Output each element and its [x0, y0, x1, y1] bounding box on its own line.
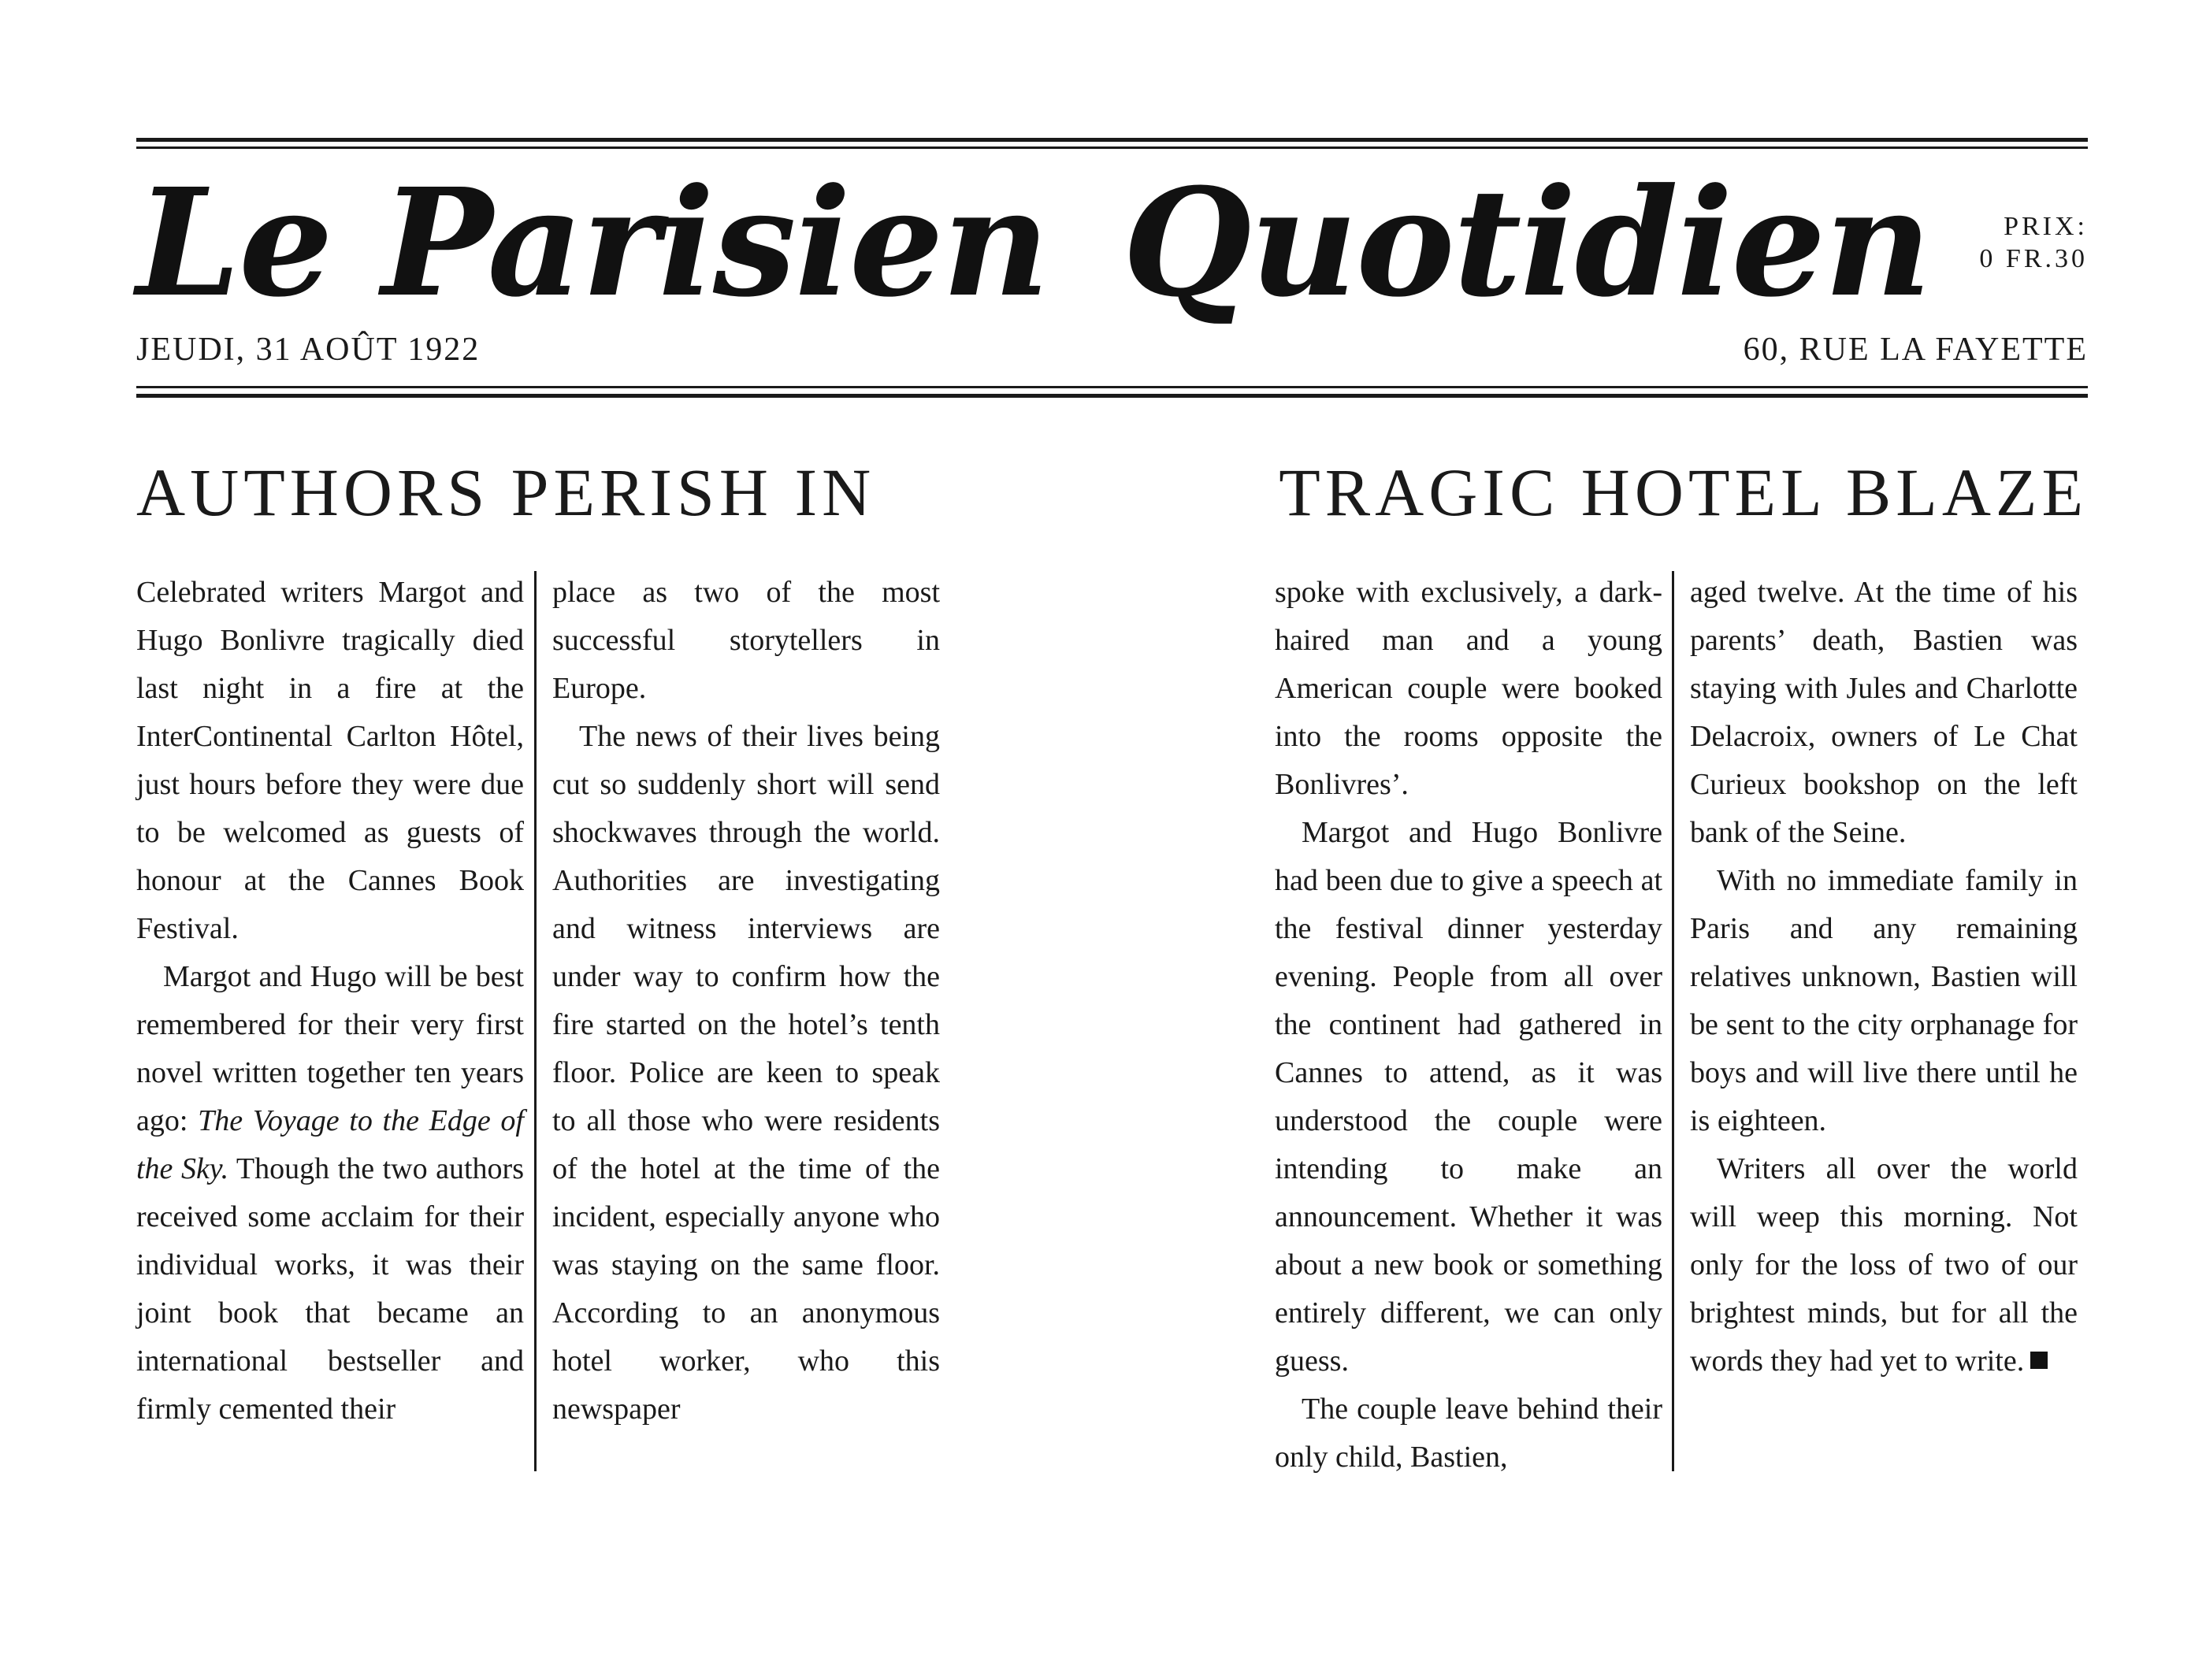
paragraph-text: Though the two authors received some acclaim for their individual works, it was their joint book that became an international bestseller and firmly cemented their: [136, 1152, 524, 1426]
article-column-4: [1690, 569, 2078, 1385]
article-column-3: [1275, 569, 1662, 1482]
masthead-bottom-rule-thick: [136, 394, 2088, 398]
masthead-top-rule-thin: [136, 146, 2088, 149]
paragraph-text: Margot and Hugo will be best remembered for their very first novel written together ten years ago:: [136, 960, 524, 1137]
price-value: 0 FR.30: [1979, 243, 2088, 273]
article-paragraph: place as two of the most successful storytellers in Europe.: [552, 576, 940, 705]
article-paragraph: Margot and Hugo Bonlivre had been due to give a speech at the festival dinner yesterday evening. People from all over the continent had gathered in Cannes to attend, as it was understood the couple were intending to make an announcement. Whether it was about a new book or something entirely different, we can only guess.: [1275, 816, 1662, 1378]
column-divider: [1672, 571, 1674, 1471]
issue-date: JEUDI, 31 AOÛT 1922: [136, 332, 481, 368]
newspaper-address: 60, RUE LA FAYETTE: [1743, 332, 2088, 368]
masthead-title-right: Quotidien: [1122, 156, 1930, 330]
end-of-article-mark: [2030, 1352, 2048, 1369]
article-column-1: [136, 569, 524, 1433]
book-title: The Voyage to the Edge of the Sky.: [136, 1104, 524, 1185]
paragraph-text: Writers all over the world will weep this morning. Not only for the loss of two of our brightest minds, but for all the words they had yet to write.: [1690, 1152, 2078, 1378]
article-paragraph: [1690, 1145, 2078, 1385]
price-label: PRIX:: [2004, 212, 2088, 241]
article-paragraph: aged twelve. At the time of his parents’ death, Bastien was staying with Jules and Charlotte Delacroix, owners of Le Chat Curieux bookshop on the left bank of the Seine.: [1690, 576, 2078, 849]
article-paragraph: The news of their lives being cut so suddenly short will send shockwaves through the world. Authorities are investigating and witness interviews are under way to confirm how the fire started on the hotel’s tenth floor. Police are keen to speak to all those who were residents of the hotel at the time of the incident, especially anyone who was staying on the same floor. According to an anonymous hotel worker, who this newspaper: [552, 720, 940, 1426]
article-paragraph: spoke with exclusively, a dark-haired man and a young American couple were booked into the rooms opposite the Bonlivres’.: [1275, 576, 1662, 801]
masthead-title-left: Le Parisien: [136, 156, 1049, 330]
masthead-bottom-rule-thin: [136, 386, 2088, 388]
price-box: [1979, 211, 2088, 276]
headline-right: TRAGIC HOTEL BLAZE: [1279, 454, 2088, 530]
column-divider: [534, 571, 537, 1471]
article-paragraph: The couple leave behind their only child, Bastien,: [1275, 1393, 1662, 1474]
headline-left: AUTHORS PERISH IN: [136, 454, 876, 530]
article-paragraph: Celebrated writers Margot and Hugo Bonlivre tragically died last night in a fire at the InterContinental Carlton Hôtel, just hours before they were due to be welcomed as guests of honour at the Cannes Book Festival.: [136, 576, 524, 945]
article-column-2: [552, 569, 940, 1433]
article-paragraph: [136, 953, 524, 1433]
masthead-top-rule-thick: [136, 138, 2088, 142]
article-paragraph: With no immediate family in Paris and any remaining relatives unknown, Bastien will be sent to the city orphanage for boys and will live there until he is eighteen.: [1690, 864, 2078, 1137]
